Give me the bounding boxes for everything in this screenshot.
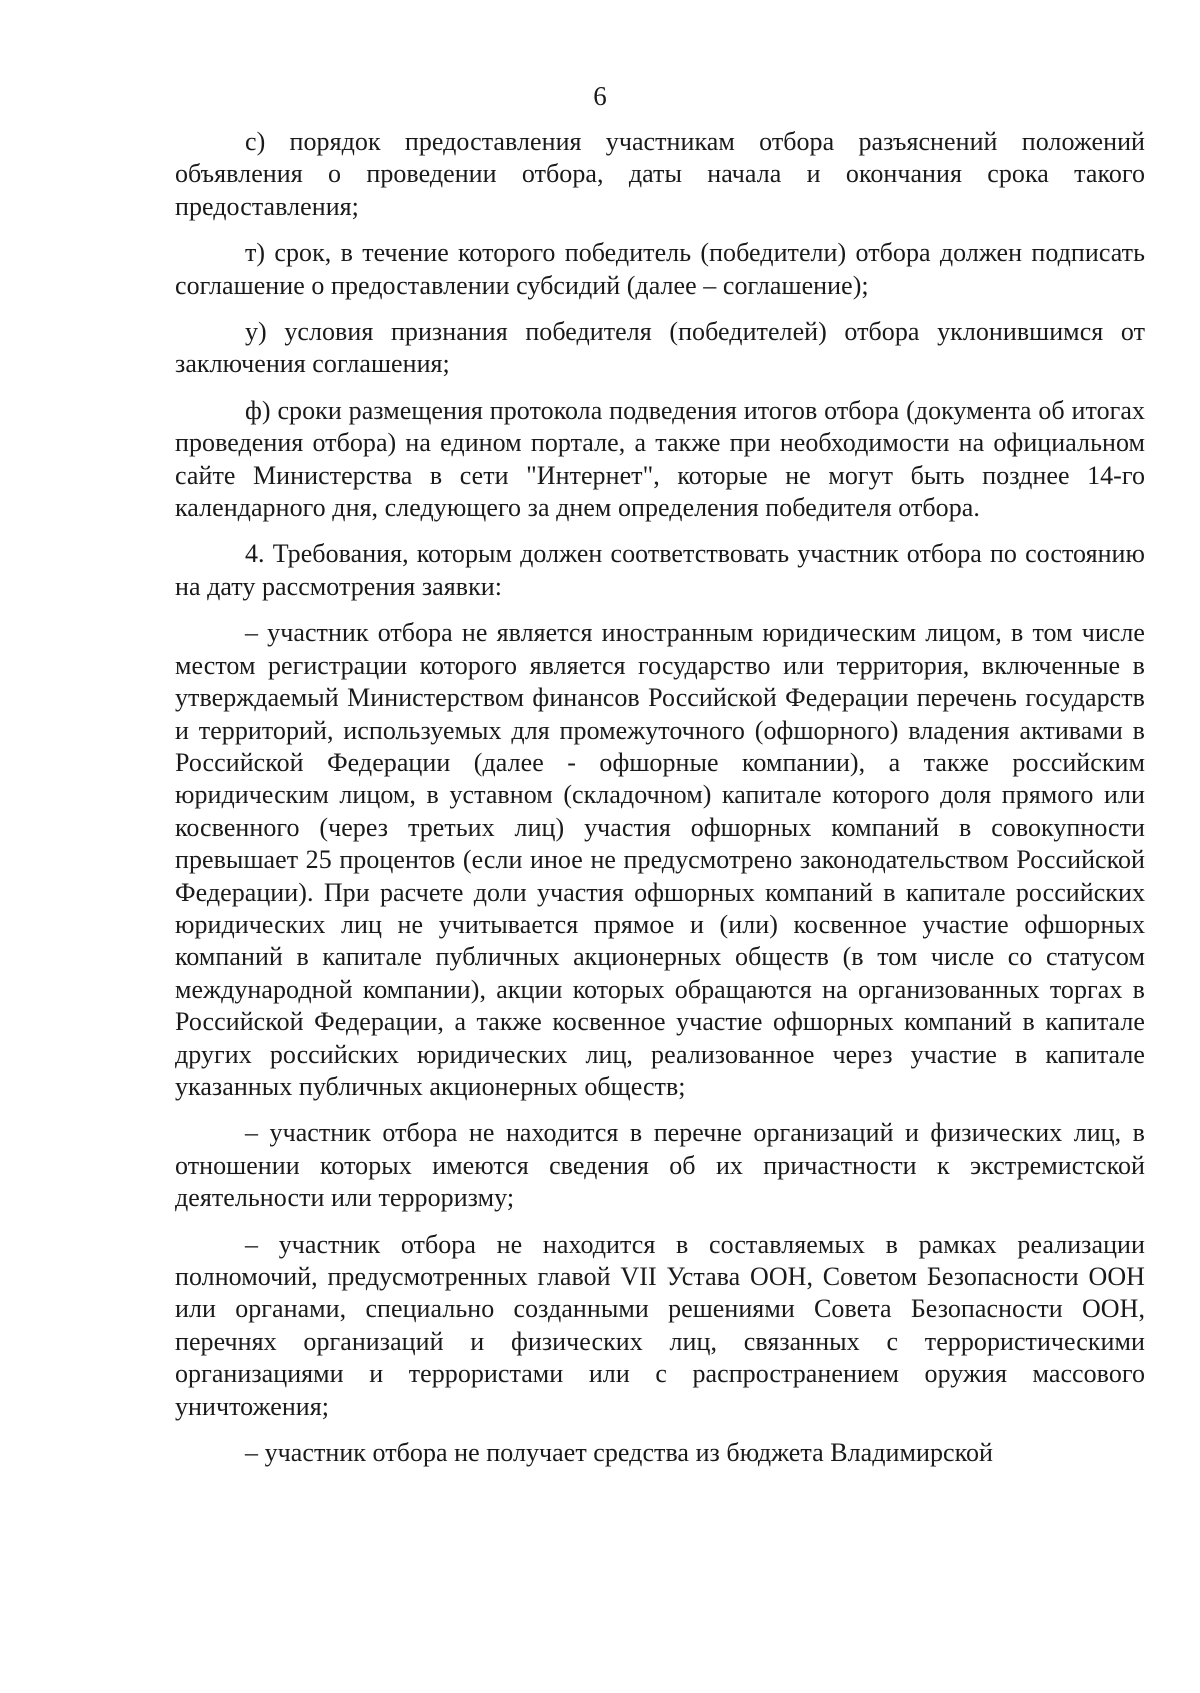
paragraph-t-signing-deadline: т) срок, в течение которого победитель (победители) отбора должен подписать соглашение о предоставлении субсидий (далее – соглашение); [175,238,1145,300]
paragraph-4-requirements: 4. Требования, которым должен соответствовать участник отбора по состоянию на дату рассмотрения заявки: [175,539,1145,601]
paragraph-s-clarifications: с) порядок предоставления участникам отбора разъяснений положений объявления о проведении отбора, даты начала и окончания срока такого предоставления; [175,127,1145,221]
requirement-offshore: – участник отбора не является иностранным юридическим лицом, в том числе местом регистрации которого является государство или территория, включенные в утверждаемый Министерством финансов Российской Федерации перечень государств и территорий, используемых для промежуточного (офшорного) владения активами в Российской Федерации (далее - офшорные компании), а также российским юридическим лицом, в уставном (складочном) капитале которого доля прямого или косвенного (через третьих лиц) участия офшорных компаний в совокупности превышает 25 процентов (если иное не предусмотрено законодательством Российской Федерации). При расчете доли участия офшорных компаний в капитале российских юридических лиц не учитывается прямое и (или) косвенное участие офшорных компаний в капитале публичных акционерных обществ (в том числе со статусом международной компании), акции которых обращаются на организованных торгах в Российской Федерации, а также косвенное участие офшорных компаний в капитале других российских юридических лиц, реализованное через участие в капитале указанных публичных акционерных обществ; [175,618,1145,1101]
document-body [175,126,1145,1483]
requirement-un-lists: – участник отбора не находится в составляемых в рамках реализации полномочий, предусмотренных главой VII Устава ООН, Советом Безопасности ООН или органами, специально созданными решениями Совета Безопасности ООН, перечнях организаций и физических лиц, связанных с террористическими организациями и террористами или с распространением оружия массового уничтожения; [175,1229,1145,1421]
paragraph-u-evasion-conditions: у) условия признания победителя (победителей) отбора уклонившимся от заключения соглашения; [175,317,1145,379]
requirement-extremism-list: – участник отбора не находится в перечне организаций и физических лиц, в отношении которых имеются сведения об их причастности к экстремистской деятельности или терроризму; [175,1118,1145,1213]
paragraph-f-protocol-deadlines: ф) сроки размещения протокола подведения итогов отбора (документа об итогах проведения отбора) на едином портале, а также при необходимости на официальном сайте Министерства в сети "Интернет", которые не могут быть позднее 14-го календарного дня, следующего за днем определения победителя отбора. [175,395,1145,523]
requirement-budget-funds: – участник отбора не получает средства из бюджета Владимирской [245,1438,993,1468]
page-number: 6 [593,81,607,111]
